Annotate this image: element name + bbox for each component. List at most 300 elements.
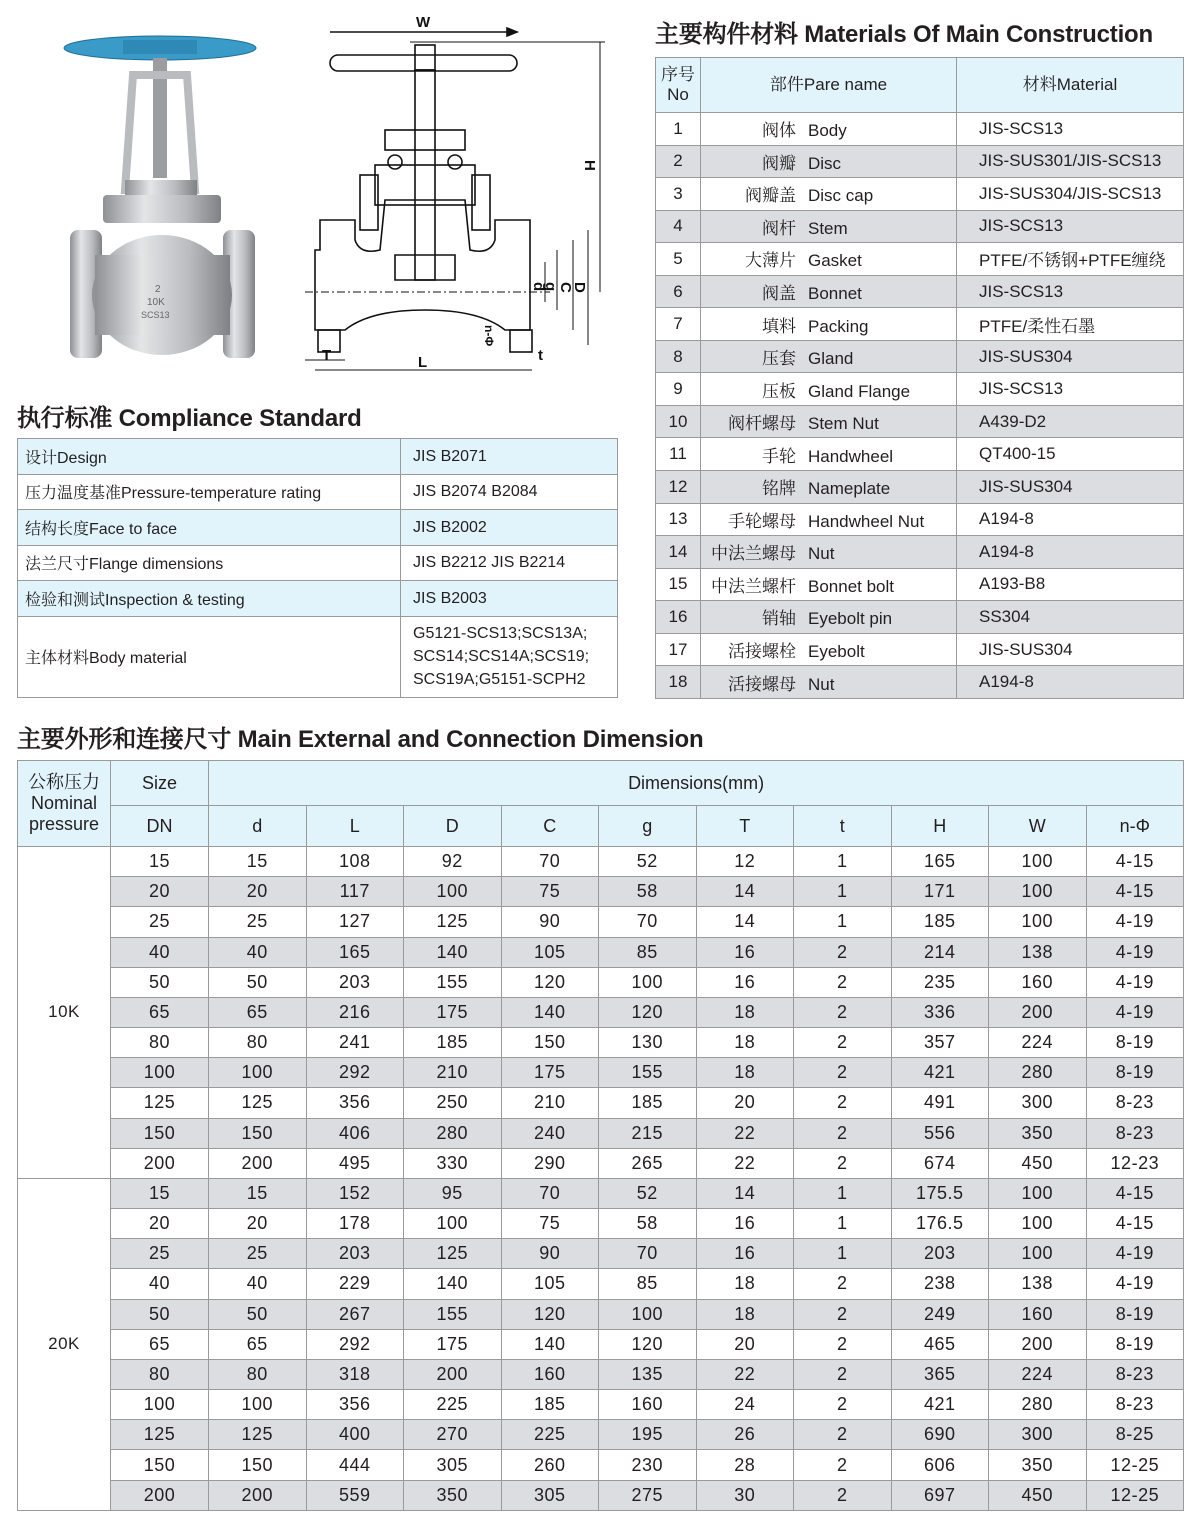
cell-c: 150 [501,1028,599,1058]
cell-g: 185 [599,1088,697,1118]
cell-g: 100 [599,967,697,997]
cell-g: 52 [599,847,697,877]
cell-dn: 50 [111,1299,209,1329]
table-row [656,405,1184,438]
cell-h: 235 [891,967,989,997]
row-number: 16 [656,601,701,634]
standard-item: 压力温度基准Pressure-temperature rating [18,474,401,510]
cell-g: 85 [599,937,697,967]
cell-l: 178 [306,1209,404,1239]
table-row [656,275,1184,308]
cell-d: 20 [209,877,307,907]
cell-d: 175 [404,997,502,1027]
part-name [701,113,957,146]
cell-dn: 150 [111,1118,209,1148]
cell-g: 160 [599,1390,697,1420]
cell-d: 225 [404,1390,502,1420]
cell-d: 125 [404,1239,502,1269]
cell-d: 15 [209,847,307,877]
cell-t: 16 [696,937,794,967]
cell-l: 318 [306,1359,404,1389]
cell-g: 120 [599,997,697,1027]
part-name-cn: 阀体 [762,121,796,141]
cell-c: 120 [501,1299,599,1329]
cell-c: 75 [501,877,599,907]
part-name-en: Eyebolt [808,642,865,662]
cell-t: 26 [696,1420,794,1450]
standard-value-line: SCS19A;G5151-SCPH2 [413,671,586,688]
cell-h: 238 [891,1269,989,1299]
table-row [18,1359,1184,1389]
drawing-label-h: H [581,160,598,171]
cell-w: 100 [989,1209,1087,1239]
cell-n: 4-15 [1086,847,1184,877]
cell-t: 16 [696,1239,794,1269]
part-name-cn: 中法兰螺母 [711,544,796,564]
material: A194-8 [957,536,1184,569]
cell-dn: 80 [111,1028,209,1058]
dimensions-title: 主要外形和连接尺寸 Main External and Connection Dimension [17,726,704,753]
table-row [656,438,1184,471]
cell-g: 52 [599,1178,697,1208]
column-header-0: DN [111,806,209,847]
cell-d: 200 [209,1480,307,1510]
cell-dn: 40 [111,1269,209,1299]
row-number: 4 [656,210,701,243]
cell-t: 2 [794,1148,892,1178]
cell-dn: 150 [111,1450,209,1480]
cell-g: 70 [599,1239,697,1269]
cell-d: 270 [404,1420,502,1450]
material: A194-8 [957,503,1184,536]
drawing-label-l: L [418,354,428,371]
cell-d: 25 [209,907,307,937]
part-name-en: Bonnet [808,284,862,303]
cell-t: 1 [794,1209,892,1239]
cell-h: 185 [891,907,989,937]
standard-item: 结构长度Face to face [18,510,401,546]
cell-g: 58 [599,877,697,907]
cell-l: 152 [306,1178,404,1208]
cell-c: 160 [501,1359,599,1389]
part-name [701,243,957,276]
part-name-en: Bonnet bolt [808,576,895,596]
material: JIS-SUS304/JIS-SCS13 [957,178,1184,211]
photo-marking: 2 [155,284,161,295]
cell-n: 4-19 [1086,997,1184,1027]
cell-c: 290 [501,1148,599,1178]
part-name [701,405,957,438]
cell-n: 8-23 [1086,1118,1184,1148]
cell-g: 120 [599,1329,697,1359]
header-no-en: No [667,85,689,104]
compliance-table [17,438,618,698]
cell-h: 357 [891,1028,989,1058]
cell-l: 292 [306,1058,404,1088]
part-name-en: Gland Flange [808,381,911,401]
cell-h: 556 [891,1118,989,1148]
table-row [656,633,1184,666]
row-number: 17 [656,633,701,666]
table-row [18,1390,1184,1420]
table-row [656,503,1184,536]
cell-dn: 15 [111,1178,209,1208]
table-row [18,967,1184,997]
cell-w: 100 [989,877,1087,907]
standard-value-line: G5121-SCS13;SCS13A; [413,625,588,642]
cell-t: 30 [696,1480,794,1510]
cell-l: 117 [306,877,404,907]
standard-item: 法兰尺寸Flange dimensions [18,545,401,581]
drawing-label-d-upper: D [571,282,588,293]
dimensions-table [17,760,1184,1511]
table-row [18,1480,1184,1510]
cell-d: 200 [404,1359,502,1389]
valve-photo [55,30,270,370]
table-row [18,474,618,510]
cell-h: 421 [891,1390,989,1420]
cell-h: 465 [891,1329,989,1359]
cell-dn: 50 [111,967,209,997]
cell-t: 2 [794,1329,892,1359]
cell-n: 4-19 [1086,937,1184,967]
material: JIS-SUS301/JIS-SCS13 [957,145,1184,178]
cell-g: 265 [599,1148,697,1178]
cell-d: 210 [404,1058,502,1088]
cell-w: 100 [989,1178,1087,1208]
part-name [701,275,957,308]
cell-t: 22 [696,1148,794,1178]
header-nominal-pressure [18,761,111,847]
cell-dn: 200 [111,1148,209,1178]
cell-h: 176.5 [891,1209,989,1239]
cell-d: 50 [209,967,307,997]
table-row [18,581,618,617]
part-name-en: Gland [808,349,854,369]
cell-l: 108 [306,847,404,877]
cell-c: 225 [501,1420,599,1450]
cell-c: 90 [501,1239,599,1269]
table-row [656,210,1184,243]
cell-d: 92 [404,847,502,877]
cell-w: 450 [989,1148,1087,1178]
cell-l: 267 [306,1299,404,1329]
standard-item: 设计Design [18,439,401,475]
cell-n: 8-25 [1086,1420,1184,1450]
column-header-1: d [209,806,307,847]
table-row [656,243,1184,276]
cell-g: 130 [599,1028,697,1058]
part-name [701,373,957,406]
cell-n: 12-25 [1086,1450,1184,1480]
row-number: 5 [656,243,701,276]
cell-d: 305 [404,1450,502,1480]
drawing-label-w: W [416,14,431,31]
material: A439-D2 [957,405,1184,438]
cell-d: 155 [404,1299,502,1329]
nominal-pressure: 20K [18,1178,111,1510]
drawing-label-g: g [542,282,559,292]
cell-c: 210 [501,1088,599,1118]
standard-value [401,616,618,697]
cell-d: 80 [209,1359,307,1389]
drawing-label-t-upper: T [322,347,332,364]
cell-d: 80 [209,1028,307,1058]
table-row [18,1329,1184,1359]
part-name-en: Body [808,121,847,141]
part-name-cn: 铭牌 [762,479,796,499]
cell-n: 8-19 [1086,1028,1184,1058]
table-row [18,510,618,546]
standard-value: JIS B2071 [401,439,618,475]
cell-c: 140 [501,1329,599,1359]
part-name-cn: 手轮 [762,446,796,466]
cell-c: 70 [501,847,599,877]
cell-w: 224 [989,1028,1087,1058]
cell-t: 18 [696,1269,794,1299]
cell-w: 450 [989,1480,1087,1510]
cell-n: 4-19 [1086,907,1184,937]
part-name-en: Gasket [808,251,862,271]
column-header-5: g [599,806,697,847]
part-name-cn: 中法兰螺杆 [711,576,796,596]
cell-w: 350 [989,1450,1087,1480]
part-name [701,210,957,243]
cell-h: 491 [891,1088,989,1118]
cell-d: 125 [209,1420,307,1450]
part-name-en: Eyebolt pin [808,609,893,629]
standard-value: JIS B2074 B2084 [401,474,618,510]
header-np-en1: Nominal [30,793,98,813]
table-row [656,113,1184,146]
table-row [18,439,618,475]
cell-t: 1 [794,907,892,937]
cell-t: 2 [794,1299,892,1329]
cell-h: 690 [891,1420,989,1450]
standard-item: 检验和测试Inspection & testing [18,581,401,617]
cell-l: 203 [306,1239,404,1269]
cell-d: 140 [404,937,502,967]
cell-h: 171 [891,877,989,907]
cell-d: 150 [209,1118,307,1148]
table-row [18,1299,1184,1329]
cell-w: 300 [989,1088,1087,1118]
cell-c: 90 [501,907,599,937]
cell-d: 125 [209,1088,307,1118]
header-material: 材料Material [957,58,1184,113]
cell-d: 200 [209,1148,307,1178]
header-dimensions: Dimensions(mm) [209,761,1184,806]
row-number: 15 [656,568,701,601]
cell-d: 95 [404,1178,502,1208]
part-name-en: Handwheel [808,446,894,466]
cell-l: 495 [306,1148,404,1178]
cell-t: 14 [696,877,794,907]
cell-dn: 100 [111,1390,209,1420]
table-row [656,340,1184,373]
material: JIS-SUS304 [957,471,1184,504]
cell-dn: 65 [111,1329,209,1359]
part-name [701,340,957,373]
material: JIS-SCS13 [957,275,1184,308]
material: PTFE/不锈钢+PTFE缠绕 [957,243,1184,276]
material: JIS-SUS304 [957,633,1184,666]
cell-c: 105 [501,937,599,967]
part-name-cn: 阀杆螺母 [728,414,796,434]
material: JIS-SUS304 [957,340,1184,373]
cell-t: 2 [794,1088,892,1118]
part-name [701,536,957,569]
cell-dn: 20 [111,1209,209,1239]
cell-n: 12-23 [1086,1148,1184,1178]
cell-d: 150 [209,1450,307,1480]
header-part-name: 部件Pare name [701,58,957,113]
drawing-label-n-phi: n-Φ [482,325,496,347]
cell-n: 4-15 [1086,1209,1184,1239]
cell-t: 18 [696,997,794,1027]
cell-g: 70 [599,907,697,937]
cell-dn: 65 [111,997,209,1027]
cell-g: 58 [599,1209,697,1239]
cell-c: 140 [501,997,599,1027]
part-name-cn: 活接螺栓 [728,642,796,662]
cell-h: 203 [891,1239,989,1269]
cell-t: 2 [794,1480,892,1510]
cell-h: 336 [891,997,989,1027]
cell-c: 305 [501,1480,599,1510]
cell-dn: 200 [111,1480,209,1510]
cell-dn: 40 [111,937,209,967]
row-number: 3 [656,178,701,211]
cell-n: 8-19 [1086,1058,1184,1088]
table-row [18,1088,1184,1118]
part-name [701,145,957,178]
cell-d: 15 [209,1178,307,1208]
table-row [18,1209,1184,1239]
standard-value-line: SCS14;SCS14A;SCS19; [413,648,590,665]
part-name-cn: 阀瓣盖 [745,186,796,206]
cell-w: 160 [989,967,1087,997]
part-name-cn: 手轮螺母 [728,511,796,531]
photo-marking: SCS13 [141,310,170,320]
cell-dn: 25 [111,1239,209,1269]
valve-dimension-drawing [300,10,620,380]
cell-t: 1 [794,877,892,907]
table-row [18,1450,1184,1480]
drawing-label-d-lower: d [530,282,547,292]
cell-t: 2 [794,1359,892,1389]
material: PTFE/柔性石墨 [957,308,1184,341]
cell-n: 4-19 [1086,1269,1184,1299]
table-row [656,536,1184,569]
cell-d: 125 [404,907,502,937]
material: A194-8 [957,666,1184,699]
cell-l: 356 [306,1088,404,1118]
cell-n: 4-15 [1086,1178,1184,1208]
compliance-title: 执行标准 Compliance Standard [17,405,362,432]
cell-t: 22 [696,1118,794,1148]
cell-t: 2 [794,1450,892,1480]
cell-t: 2 [794,1118,892,1148]
cell-w: 138 [989,1269,1087,1299]
column-header-6: T [696,806,794,847]
cell-d: 65 [209,997,307,1027]
cell-w: 100 [989,907,1087,937]
part-name [701,471,957,504]
cell-g: 135 [599,1359,697,1389]
cell-l: 241 [306,1028,404,1058]
cell-g: 100 [599,1299,697,1329]
table-row [656,373,1184,406]
material: JIS-SCS13 [957,373,1184,406]
table-row [18,545,618,581]
part-name-en: Handwheel Nut [808,511,925,531]
part-name-en: Disc cap [808,186,874,206]
table-row [18,1148,1184,1178]
cell-t: 2 [794,1390,892,1420]
part-name-en: Stem Nut [808,414,879,434]
cell-h: 606 [891,1450,989,1480]
cell-l: 356 [306,1390,404,1420]
row-number: 7 [656,308,701,341]
column-header-9: W [989,806,1087,847]
cell-l: 203 [306,967,404,997]
cell-t: 18 [696,1058,794,1088]
cell-d: 175 [404,1329,502,1359]
row-number: 1 [656,113,701,146]
cell-t: 1 [794,1178,892,1208]
table-row [656,666,1184,699]
cell-w: 224 [989,1359,1087,1389]
row-number: 18 [656,666,701,699]
cell-n: 8-19 [1086,1299,1184,1329]
row-number: 6 [656,275,701,308]
cell-n: 12-25 [1086,1480,1184,1510]
part-name [701,601,957,634]
cell-g: 230 [599,1450,697,1480]
table-row [18,1058,1184,1088]
cell-l: 400 [306,1420,404,1450]
table-row [656,568,1184,601]
cell-l: 559 [306,1480,404,1510]
cell-w: 300 [989,1420,1087,1450]
cell-dn: 15 [111,847,209,877]
cell-n: 8-19 [1086,1329,1184,1359]
table-row [18,907,1184,937]
cell-d: 100 [404,1209,502,1239]
cell-d: 350 [404,1480,502,1510]
cell-d: 20 [209,1209,307,1239]
part-name [701,503,957,536]
cell-l: 292 [306,1329,404,1359]
part-name [701,178,957,211]
cell-g: 275 [599,1480,697,1510]
row-number: 2 [656,145,701,178]
cell-d: 50 [209,1299,307,1329]
cell-t: 22 [696,1359,794,1389]
cell-d: 280 [404,1118,502,1148]
part-name-cn: 阀瓣 [762,153,796,173]
cell-n: 4-19 [1086,967,1184,997]
part-name-cn: 销轴 [762,609,796,629]
materials-table [655,57,1184,699]
cell-l: 165 [306,937,404,967]
column-header-8: H [891,806,989,847]
cell-g: 195 [599,1420,697,1450]
part-name-cn: 大薄片 [745,251,796,271]
material: JIS-SCS13 [957,210,1184,243]
cell-d: 100 [404,877,502,907]
